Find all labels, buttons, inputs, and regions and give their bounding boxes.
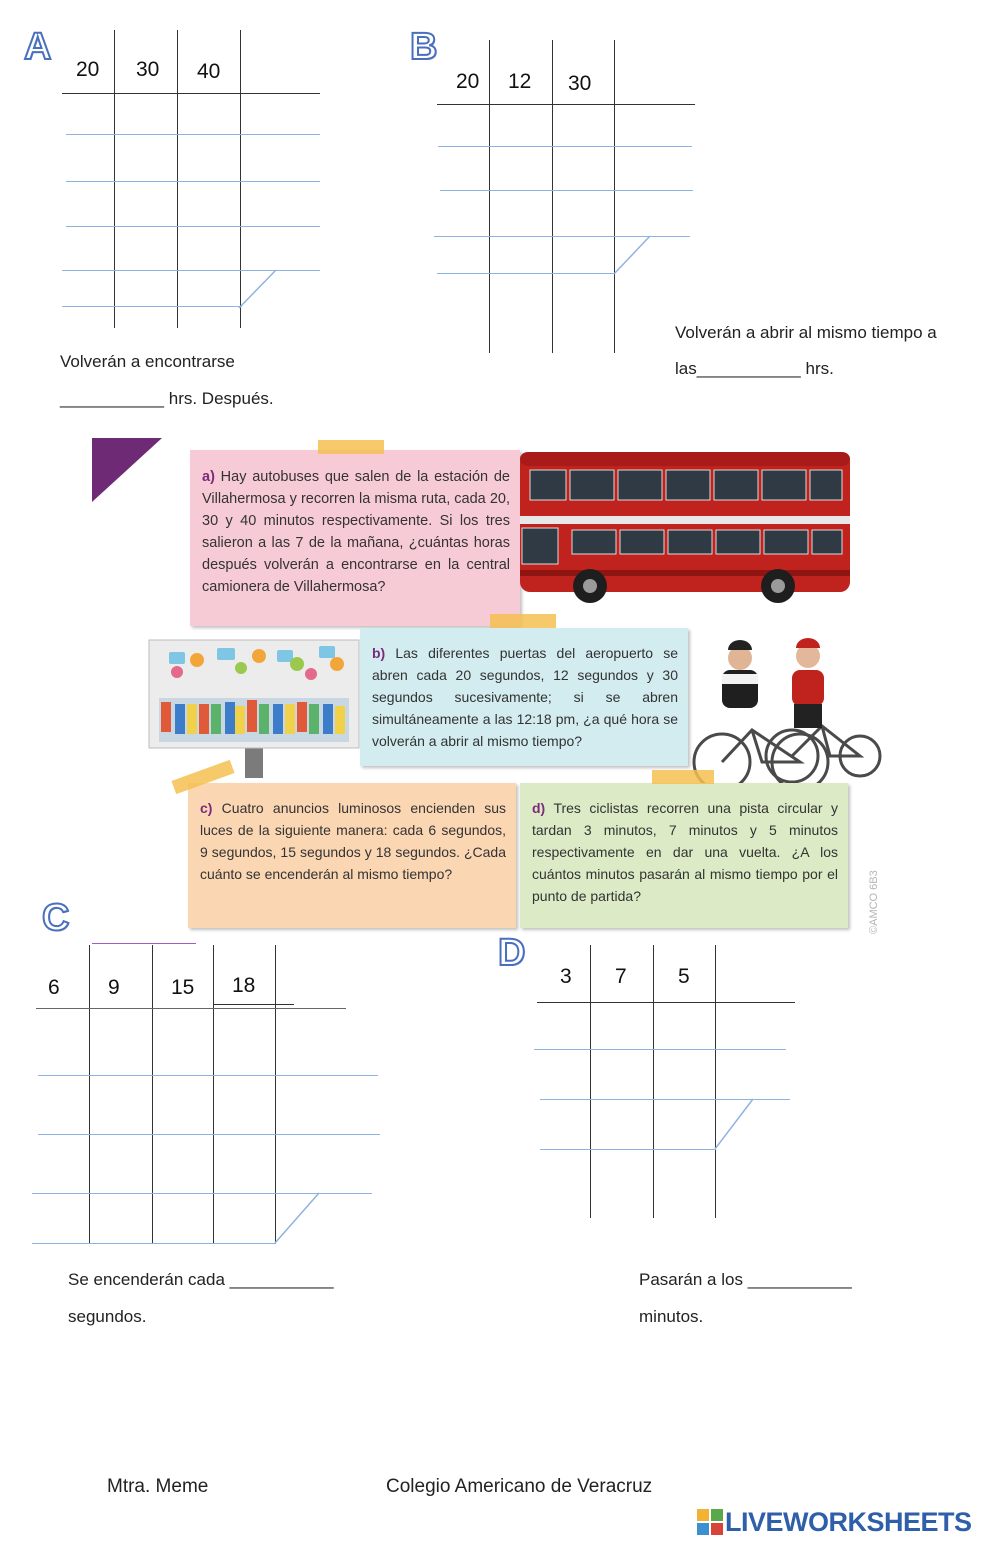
grid-header-number: 15	[171, 976, 195, 999]
grid-header-number: 20	[456, 70, 480, 93]
answer-text-b-line1: Volverán a abrir al mismo tiempo a	[675, 323, 937, 342]
grid-line	[38, 1134, 380, 1135]
grid-header-number: 20	[76, 58, 100, 81]
grid-header-number: 30	[568, 72, 592, 95]
factor-input[interactable]	[620, 112, 694, 144]
factor-input[interactable]	[445, 112, 489, 144]
grid-header-number: 18	[232, 974, 256, 997]
answer-text-c-line1	[68, 1270, 334, 1290]
grid-line	[213, 945, 214, 1243]
answer-text-a-line2	[60, 389, 274, 409]
grid-line	[437, 273, 615, 274]
grid-line	[62, 93, 320, 94]
answer-suffix-a: hrs. Después.	[168, 389, 274, 408]
problem-text-b	[372, 642, 678, 752]
grid-line	[540, 1149, 716, 1150]
grid-line	[92, 943, 196, 944]
section-letter-a: A	[24, 26, 52, 68]
grid-line	[32, 1193, 372, 1194]
factor-input[interactable]	[40, 1020, 88, 1058]
problems-collage	[92, 438, 897, 935]
answer-text-d-line1	[639, 1270, 852, 1290]
cyclists-image	[692, 634, 882, 802]
section-letter-b: B	[410, 26, 438, 68]
grid-diagonal	[713, 1097, 755, 1151]
grid-header-number: 40	[197, 60, 221, 83]
answer-blank-c[interactable]: ___________	[229, 1270, 334, 1289]
grid-diagonal	[612, 234, 652, 276]
grid-line	[66, 134, 320, 135]
factor-input[interactable]	[282, 1020, 366, 1058]
problem-text-a	[202, 466, 510, 598]
problem-card-a	[190, 450, 520, 626]
problem-text-c	[200, 797, 506, 885]
answer-prefix-b: las	[675, 359, 697, 378]
grid-line	[438, 146, 692, 147]
grid-line	[32, 1243, 276, 1244]
grid-header-number: 3	[560, 965, 572, 988]
problem-body-d: Tres ciclistas recorren una pista circular y tardan 3 minutos, 7 minutos y 5 minutos respectivamente en dar una vuelta. ¿A los cuántos minutos pasarán al mismo tiempo por el punto de partida?	[532, 800, 838, 904]
grid-line	[66, 181, 320, 182]
answer-prefix-c: Se encenderán cada	[68, 1270, 225, 1289]
tape-decoration	[318, 440, 384, 454]
bus-image	[512, 446, 857, 606]
section-letter-d: D	[498, 932, 526, 974]
grid-header-number: 6	[48, 976, 60, 999]
grid-line	[177, 30, 178, 328]
grid-line	[534, 1049, 786, 1050]
problem-body-b: Las diferentes puertas del aeropuerto se abren cada 20 segundos, 12 segundos y 30 segundos sucesivamente; si se abren simultáneamente a las 12:18 pm, ¿a qué hora se volverán a abrir al mismo tiempo?	[372, 645, 678, 749]
answer-blank-b[interactable]: ___________	[696, 359, 801, 378]
grid-line	[437, 104, 695, 105]
grid-header-number: 30	[136, 58, 160, 81]
grid-line	[614, 40, 615, 353]
problem-body-c: Cuatro anuncios luminosos encienden sus luces de la siguiente manera: cada 6 segundos, 9 segundos, 15 segundos y 18 segundos. ¿Cada cuánto se encenderán al mismo tiempo?	[200, 800, 507, 882]
liveworksheets-brand-text: LIVEWORKSHEETS	[725, 1506, 972, 1537]
answer-prefix-d: Pasarán a los	[639, 1270, 743, 1289]
grid-line	[489, 40, 490, 353]
problem-label-c: c)	[200, 800, 213, 816]
billboard-image	[147, 634, 362, 778]
grid-line	[36, 1008, 346, 1009]
grid-header-number: 9	[108, 976, 120, 999]
answer-text-d-line2: minutos.	[639, 1307, 704, 1326]
problem-card-c	[188, 783, 516, 928]
problem-label-b: b)	[372, 645, 386, 661]
answer-blank-d[interactable]: ___________	[747, 1270, 852, 1289]
grid-line	[62, 270, 320, 271]
problem-card-b	[360, 628, 688, 766]
school-name: Colegio Americano de Veracruz	[386, 1476, 653, 1497]
tape-decoration	[652, 770, 714, 784]
grid-diagonal	[238, 268, 278, 310]
answer-text-b-line2	[675, 359, 834, 379]
answer-text-a-line1: Volverán a encontrarse	[60, 352, 235, 371]
problem-card-d	[520, 783, 848, 928]
liveworksheets-logo[interactable]	[697, 1506, 972, 1538]
grid-line	[114, 30, 115, 328]
grid-line	[89, 945, 90, 1243]
grid-line	[38, 1075, 378, 1076]
grid-line	[653, 945, 654, 1218]
grid-line	[590, 945, 591, 1218]
factor-input[interactable]	[70, 100, 114, 132]
answer-suffix-b: hrs.	[805, 359, 834, 378]
grid-line	[66, 226, 320, 227]
section-letter-c: C	[42, 897, 70, 939]
factor-input[interactable]	[722, 1010, 796, 1046]
grid-line	[715, 945, 716, 1218]
factor-input[interactable]	[542, 1010, 590, 1046]
problem-body-a: Hay autobuses que salen de la estación de Villahermosa y recorren la misma ruta, cada 20, 30 y 40 minutos respectivamente. Si los tres salieron a las 7 de la mañana, ¿cuántas horas después volverán a encontrarse en la central camionera de Villahermosa?	[202, 469, 510, 595]
tape-decoration	[490, 614, 556, 628]
grid-line	[62, 306, 242, 307]
grid-line	[440, 190, 693, 191]
grid-line	[214, 1004, 294, 1005]
problem-label-d: d)	[532, 800, 546, 816]
corner-decoration	[92, 438, 162, 502]
copyright-text: ©AMCO 6B3	[868, 870, 880, 934]
grid-header-number: 5	[678, 965, 690, 988]
grid-diagonal	[273, 1191, 321, 1245]
grid-line	[152, 945, 153, 1243]
grid-line	[537, 1002, 795, 1003]
factor-input[interactable]	[245, 100, 319, 132]
problem-label-a: a)	[202, 469, 215, 485]
teacher-name: Mtra. Meme	[107, 1476, 209, 1497]
answer-blank-a[interactable]: ___________	[60, 389, 165, 408]
grid-header-number: 7	[615, 965, 627, 988]
answer-text-c-line2: segundos.	[68, 1307, 147, 1326]
liveworksheets-logo-icon	[697, 1509, 723, 1535]
grid-line	[552, 40, 553, 353]
problem-text-d	[532, 797, 838, 907]
grid-header-number: 12	[508, 70, 532, 93]
